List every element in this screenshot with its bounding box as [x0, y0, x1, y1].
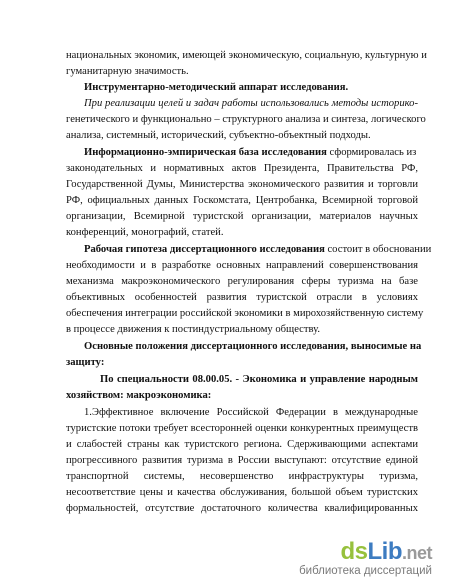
section-heading: Основные положения диссертационного исследования, выносимые на	[84, 341, 422, 352]
text-line: гуманитарную значимость.	[66, 66, 189, 77]
text-line: необходимости и в разработке основных направлений совершенствования	[66, 260, 418, 271]
text-line: Государственной Думы, Министерства экономического развития и торговли	[66, 179, 418, 190]
text-line: и слабостей страны как туристского региона. Сдерживающими аспектами	[66, 439, 418, 450]
text-line: несоответствие цены и качества обслуживания, большой объем туристских	[66, 487, 418, 498]
section-heading: Инструментарно-методический аппарат исследования.	[84, 82, 349, 93]
section-heading: Рабочая гипотеза диссертационного исследования	[84, 244, 325, 255]
dslib-logo: dsLib.net	[340, 538, 432, 565]
dslib-watermark[interactable]	[299, 540, 432, 578]
text-line: туристские потоки требует всесторонней оценки конкурентных преимуществ	[66, 423, 418, 434]
section-heading: защиту:	[66, 357, 105, 368]
section-heading: Информационно-эмпирическая база исследования	[84, 147, 327, 158]
text-line: анализа, системный, исторический, субъектно-объектный подходы.	[66, 130, 371, 141]
text-line: При реализации целей и задач работы использовались методы историко-	[84, 98, 418, 109]
text-line: конференций, монографий, статей.	[66, 227, 224, 238]
text-line: транспортной системы, несовершенство инфраструктуры туризма,	[66, 471, 418, 482]
text-line: обеспечения интеграции российской экономики в мирохозяйственную систему	[66, 308, 424, 319]
text-line: законодательных и нормативных актов Президента, Правительства РФ,	[66, 163, 418, 174]
text-line: объективных особенностей развития туристской отрасли в условиях	[66, 292, 418, 303]
text-line: организации, Всемирной туристской организации, материалов научных	[66, 211, 418, 222]
text-line: РФ, официальных данных Госкомстата, Центробанка, Всемирной торговой	[66, 195, 418, 206]
text-line: прогрессивного развития туризма в России выступают: отсутствие единой	[66, 455, 418, 466]
text-line: в процессе движения к постиндустриальному обществу.	[66, 324, 321, 335]
section-heading: По специальности 08.00.05. - Экономика и управление народным	[100, 374, 418, 385]
text-line: Рабочая гипотеза диссертационного исследования состоит в обосновании	[84, 244, 432, 255]
text-line: механизма макроэкономического регулирования сферы туризма на базе	[66, 276, 418, 287]
text-line: национальных экономик, имеющей экономическую, социальную, культурную и	[66, 50, 427, 61]
text-line: формальностей, отсутствие достаточного количества квалифицированных	[66, 503, 418, 514]
text-line: 1.Эффективное включение Российской Федерации в международные	[84, 407, 418, 418]
text-line: генетического и функционально – структурного анализа и синтеза, логического	[66, 114, 426, 125]
text-line: Информационно-эмпирическая база исследования сформировалась из	[84, 147, 417, 158]
watermark-subtitle: библиотека диссертаций	[299, 565, 432, 577]
section-heading: хозяйством: макроэкономика:	[66, 390, 212, 401]
